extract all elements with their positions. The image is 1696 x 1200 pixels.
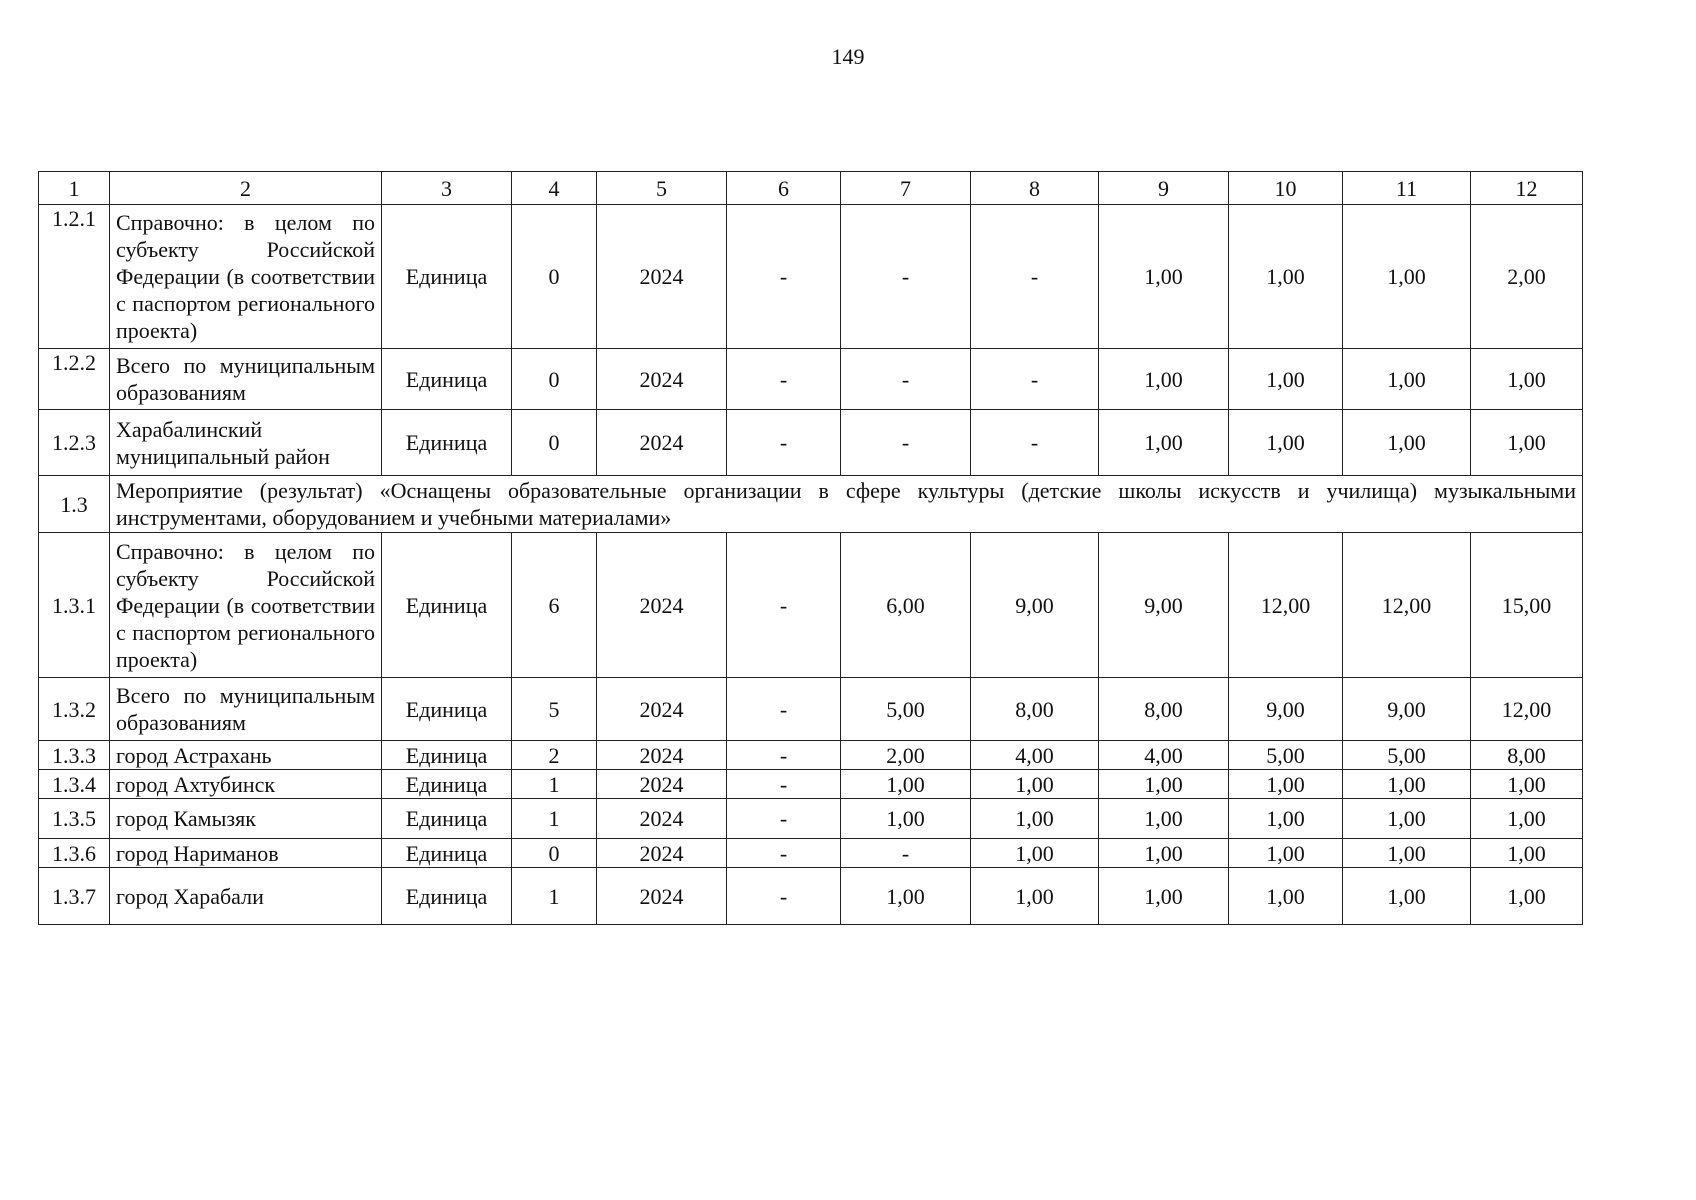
base-year-cell: 2024 <box>597 410 727 476</box>
table-body <box>39 172 1583 925</box>
value-cell: - <box>841 349 971 410</box>
unit-cell: Единица <box>382 799 512 839</box>
row-number-cell: 1.2.2 <box>39 349 110 410</box>
table-row <box>39 410 1583 476</box>
value-cell: 1,00 <box>1471 799 1583 839</box>
base-value-cell: 0 <box>512 410 597 476</box>
row-number-cell: 1.2.1 <box>39 205 110 349</box>
indicator-name-cell: город Астрахань <box>110 741 382 770</box>
value-cell: 12,00 <box>1471 678 1583 741</box>
value-cell: 4,00 <box>971 741 1099 770</box>
base-value-cell: 2 <box>512 741 597 770</box>
value-cell: 1,00 <box>1343 410 1471 476</box>
value-cell: 1,00 <box>1343 349 1471 410</box>
base-value-cell: 1 <box>512 868 597 925</box>
base-year-cell: 2024 <box>597 868 727 925</box>
value-cell: 1,00 <box>1099 770 1229 799</box>
unit-cell: Единица <box>382 349 512 410</box>
section-title-cell: Мероприятие (результат) «Оснащены образовательные организации в сфере культуры (детские школы искусств и училища) музыкальными инструментами, оборудованием и учебными материалами» <box>110 476 1583 533</box>
value-cell: 1,00 <box>1229 770 1343 799</box>
value-cell: - <box>727 205 841 349</box>
base-year-cell: 2024 <box>597 349 727 410</box>
base-value-cell: 0 <box>512 349 597 410</box>
base-value-cell: 6 <box>512 533 597 678</box>
header-cell: 6 <box>727 172 841 205</box>
base-value-cell: 0 <box>512 839 597 868</box>
value-cell: - <box>727 741 841 770</box>
page-number: 149 <box>831 44 865 69</box>
value-cell: 5,00 <box>1229 741 1343 770</box>
header-cell: 10 <box>1229 172 1343 205</box>
indicator-name-cell: город Харабали <box>110 868 382 925</box>
row-number-cell: 1.2.3 <box>39 410 110 476</box>
row-number-cell: 1.3 <box>39 476 110 533</box>
value-cell: 1,00 <box>1471 349 1583 410</box>
value-cell: 1,00 <box>1343 770 1471 799</box>
value-cell: 1,00 <box>1099 868 1229 925</box>
value-cell: 1,00 <box>1343 868 1471 925</box>
value-cell: 1,00 <box>1229 799 1343 839</box>
value-cell: 1,00 <box>841 799 971 839</box>
value-cell: 1,00 <box>1229 410 1343 476</box>
value-cell: 12,00 <box>1229 533 1343 678</box>
value-cell: 1,00 <box>1343 839 1471 868</box>
value-cell: 4,00 <box>1099 741 1229 770</box>
unit-cell: Единица <box>382 205 512 349</box>
header-cell: 5 <box>597 172 727 205</box>
header-cell: 9 <box>1099 172 1229 205</box>
value-cell: - <box>727 533 841 678</box>
value-cell: 8,00 <box>1099 678 1229 741</box>
value-cell: 1,00 <box>841 770 971 799</box>
unit-cell: Единица <box>382 741 512 770</box>
row-number-cell: 1.3.1 <box>39 533 110 678</box>
value-cell: 1,00 <box>841 868 971 925</box>
base-year-cell: 2024 <box>597 741 727 770</box>
value-cell: 1,00 <box>971 839 1099 868</box>
header-cell: 11 <box>1343 172 1471 205</box>
value-cell: - <box>727 868 841 925</box>
value-cell: 12,00 <box>1343 533 1471 678</box>
value-cell: - <box>841 410 971 476</box>
indicator-name-cell: Справочно: в целом по субъекту Российской Федерации (в соответствии с паспортом регионального проекта) <box>110 205 382 349</box>
indicator-name-cell: Всего по муниципальным образованиям <box>110 678 382 741</box>
value-cell: - <box>971 205 1099 349</box>
header-cell: 12 <box>1471 172 1583 205</box>
value-cell: - <box>971 410 1099 476</box>
value-cell: - <box>727 770 841 799</box>
value-cell: 2,00 <box>1471 205 1583 349</box>
value-cell: 1,00 <box>971 868 1099 925</box>
value-cell: 1,00 <box>1229 349 1343 410</box>
table-row <box>39 349 1583 410</box>
value-cell: 1,00 <box>1229 839 1343 868</box>
value-cell: 9,00 <box>1343 678 1471 741</box>
value-cell: 1,00 <box>1343 205 1471 349</box>
unit-cell: Единица <box>382 839 512 868</box>
base-value-cell: 0 <box>512 205 597 349</box>
table-row <box>39 533 1583 678</box>
table-header-row <box>39 172 1583 205</box>
value-cell: 1,00 <box>1229 868 1343 925</box>
row-number-cell: 1.3.3 <box>39 741 110 770</box>
base-year-cell: 2024 <box>597 770 727 799</box>
header-cell: 3 <box>382 172 512 205</box>
header-cell: 7 <box>841 172 971 205</box>
value-cell: 9,00 <box>1099 533 1229 678</box>
unit-cell: Единица <box>382 410 512 476</box>
indicator-name-cell: город Ахтубинск <box>110 770 382 799</box>
indicator-table <box>38 171 1583 925</box>
value-cell: 1,00 <box>1471 770 1583 799</box>
value-cell: 1,00 <box>1099 799 1229 839</box>
table-row <box>39 770 1583 799</box>
table-row <box>39 799 1583 839</box>
indicator-name-cell: Справочно: в целом по субъекту Российской Федерации (в соответствии с паспортом регионального проекта) <box>110 533 382 678</box>
row-number-cell: 1.3.6 <box>39 839 110 868</box>
value-cell: 8,00 <box>971 678 1099 741</box>
value-cell: - <box>971 349 1099 410</box>
value-cell: 1,00 <box>1099 205 1229 349</box>
header-cell: 4 <box>512 172 597 205</box>
indicator-name-cell: Харабалинский муниципальный район <box>110 410 382 476</box>
value-cell: 2,00 <box>841 741 971 770</box>
base-year-cell: 2024 <box>597 678 727 741</box>
value-cell: - <box>727 349 841 410</box>
indicator-name-cell: город Камызяк <box>110 799 382 839</box>
value-cell: 9,00 <box>971 533 1099 678</box>
value-cell: 1,00 <box>1471 868 1583 925</box>
unit-cell: Единица <box>382 533 512 678</box>
table-row <box>39 741 1583 770</box>
value-cell: 1,00 <box>1099 410 1229 476</box>
value-cell: - <box>841 839 971 868</box>
value-cell: - <box>727 410 841 476</box>
value-cell: - <box>841 205 971 349</box>
value-cell: 1,00 <box>1343 799 1471 839</box>
value-cell: - <box>727 799 841 839</box>
base-year-cell: 2024 <box>597 799 727 839</box>
indicator-name-cell: Всего по муниципальным образованиям <box>110 349 382 410</box>
header-cell: 8 <box>971 172 1099 205</box>
base-value-cell: 1 <box>512 799 597 839</box>
value-cell: - <box>727 839 841 868</box>
header-cell: 1 <box>39 172 110 205</box>
table-row <box>39 678 1583 741</box>
base-year-cell: 2024 <box>597 205 727 349</box>
value-cell: - <box>727 678 841 741</box>
row-number-cell: 1.3.5 <box>39 799 110 839</box>
value-cell: 1,00 <box>1471 410 1583 476</box>
base-year-cell: 2024 <box>597 533 727 678</box>
table-row <box>39 839 1583 868</box>
value-cell: 1,00 <box>1229 205 1343 349</box>
value-cell: 1,00 <box>971 770 1099 799</box>
unit-cell: Единица <box>382 868 512 925</box>
row-number-cell: 1.3.7 <box>39 868 110 925</box>
value-cell: 1,00 <box>971 799 1099 839</box>
table-row <box>39 205 1583 349</box>
value-cell: 8,00 <box>1471 741 1583 770</box>
value-cell: 9,00 <box>1229 678 1343 741</box>
value-cell: 1,00 <box>1099 839 1229 868</box>
row-number-cell: 1.3.2 <box>39 678 110 741</box>
value-cell: 15,00 <box>1471 533 1583 678</box>
base-value-cell: 5 <box>512 678 597 741</box>
section-row <box>39 476 1583 533</box>
value-cell: 5,00 <box>1343 741 1471 770</box>
value-cell: 6,00 <box>841 533 971 678</box>
base-value-cell: 1 <box>512 770 597 799</box>
header-cell: 2 <box>110 172 382 205</box>
table-row <box>39 868 1583 925</box>
unit-cell: Единица <box>382 770 512 799</box>
value-cell: 1,00 <box>1471 839 1583 868</box>
indicator-name-cell: город Нариманов <box>110 839 382 868</box>
value-cell: 5,00 <box>841 678 971 741</box>
value-cell: 1,00 <box>1099 349 1229 410</box>
row-number-cell: 1.3.4 <box>39 770 110 799</box>
base-year-cell: 2024 <box>597 839 727 868</box>
unit-cell: Единица <box>382 678 512 741</box>
